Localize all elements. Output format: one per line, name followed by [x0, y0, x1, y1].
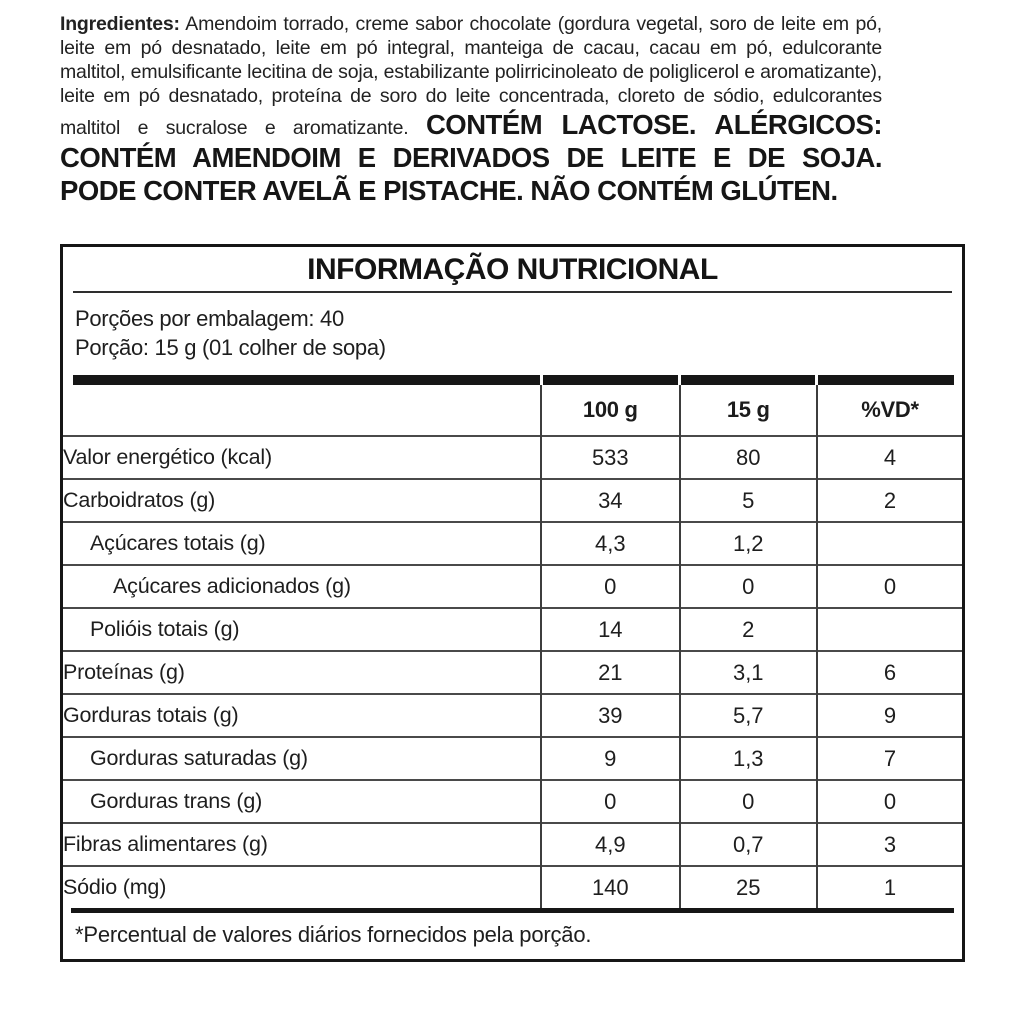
table-row-acucares-adicionados	[62, 565, 964, 608]
col-header-15g: 15 g	[680, 385, 817, 436]
column-header-row	[62, 385, 964, 436]
ingredients-text: Amendoim torrado, creme sabor chocolate (gordura vegetal, soro de leite em pó, leite em pó desnatado, leite em pó integral, manteiga de cacau, cacau em pó, edulcorante maltitol, emulsificante lecitina de soja, estabilizante polirricinoleato de poliglicerol e aromatizante), leite em pó desnatado, proteína de soro do leite concentrada, cloreto de sódio, edulcorantes maltitol e sucralose e aromatizante.	[60, 13, 882, 139]
row-value-100g: 4,9	[541, 823, 679, 866]
table-row-gorduras-totais	[62, 694, 964, 737]
row-value-15g: 3,1	[680, 651, 817, 694]
row-label: Gorduras trans (g)	[62, 780, 542, 823]
table-row-poliois-totais	[62, 608, 964, 651]
row-value-vd: 7	[817, 737, 964, 780]
table-row-acucares-totais	[62, 522, 964, 565]
row-value-100g: 140	[541, 866, 679, 908]
row-label: Açúcares adicionados (g)	[62, 565, 542, 608]
table-row-proteinas	[62, 651, 964, 694]
row-value-vd: 9	[817, 694, 964, 737]
row-label: Polióis totais (g)	[62, 608, 542, 651]
table-row-carboidratos	[62, 479, 964, 522]
ingredients-label: Ingredientes:	[60, 13, 180, 35]
empty-corner-cell	[62, 385, 542, 436]
row-value-vd: 0	[817, 780, 964, 823]
table-title: INFORMAÇÃO NUTRICIONAL	[307, 253, 718, 286]
row-value-15g: 25	[680, 866, 817, 908]
daily-value-footnote: *Percentual de valores diários fornecidos pela porção.	[75, 922, 592, 947]
row-value-15g: 5	[680, 479, 817, 522]
row-value-100g: 533	[541, 436, 679, 479]
row-label: Carboidratos (g)	[62, 479, 542, 522]
serving-size: Porção: 15 g (01 colher de sopa)	[75, 335, 386, 360]
allergen-statement: CONTÉM LACTOSE. ALÉRGICOS: CONTÉM AMENDOIM E DERIVADOS DE LEITE E DE SOJA. PODE CONTER AVELÃ E PISTACHE. NÃO CONTÉM GLÚTEN.	[60, 109, 883, 206]
row-value-vd	[817, 608, 964, 651]
col-header-vd: %VD*	[817, 385, 964, 436]
row-value-15g: 1,3	[680, 737, 817, 780]
row-value-100g: 9	[541, 737, 679, 780]
servings-per-package: Porções por embalagem: 40	[75, 306, 344, 331]
row-value-100g: 39	[541, 694, 679, 737]
header-bar-segment	[73, 375, 540, 385]
row-value-100g: 14	[541, 608, 679, 651]
row-value-15g: 0,7	[680, 823, 817, 866]
row-value-100g: 0	[541, 780, 679, 823]
row-value-15g: 0	[680, 565, 817, 608]
row-value-100g: 4,3	[541, 522, 679, 565]
table-row-sodio	[62, 866, 964, 908]
table-row-valor-energetico	[62, 436, 964, 479]
nutrition-table	[60, 244, 965, 962]
row-value-vd	[817, 522, 964, 565]
row-label: Açúcares totais (g)	[62, 522, 542, 565]
table-row-gorduras-saturadas	[62, 737, 964, 780]
header-bar-segment	[543, 375, 678, 385]
portion-info	[62, 293, 964, 375]
row-value-vd: 0	[817, 565, 964, 608]
row-value-vd: 1	[817, 866, 964, 908]
row-value-vd: 3	[817, 823, 964, 866]
row-value-100g: 34	[541, 479, 679, 522]
row-value-15g: 2	[680, 608, 817, 651]
table-row-fibras-alimentares	[62, 823, 964, 866]
row-value-100g: 0	[541, 565, 679, 608]
row-value-vd: 2	[817, 479, 964, 522]
row-value-15g: 1,2	[680, 522, 817, 565]
header-bar-segment	[818, 375, 954, 385]
row-label: Gorduras saturadas (g)	[62, 737, 542, 780]
table-row-gorduras-trans	[62, 780, 964, 823]
row-label: Gorduras totais (g)	[62, 694, 542, 737]
row-value-vd: 6	[817, 651, 964, 694]
row-value-vd: 4	[817, 436, 964, 479]
row-label: Sódio (mg)	[62, 866, 542, 908]
row-label: Proteínas (g)	[62, 651, 542, 694]
header-bar-row	[62, 375, 964, 385]
row-value-15g: 80	[680, 436, 817, 479]
ingredients-paragraph	[60, 12, 882, 207]
row-label: Valor energético (kcal)	[62, 436, 542, 479]
row-value-15g: 0	[680, 780, 817, 823]
header-bar-segment	[681, 375, 815, 385]
row-value-15g: 5,7	[680, 694, 817, 737]
row-label: Fibras alimentares (g)	[62, 823, 542, 866]
row-value-100g: 21	[541, 651, 679, 694]
col-header-100g: 100 g	[541, 385, 679, 436]
